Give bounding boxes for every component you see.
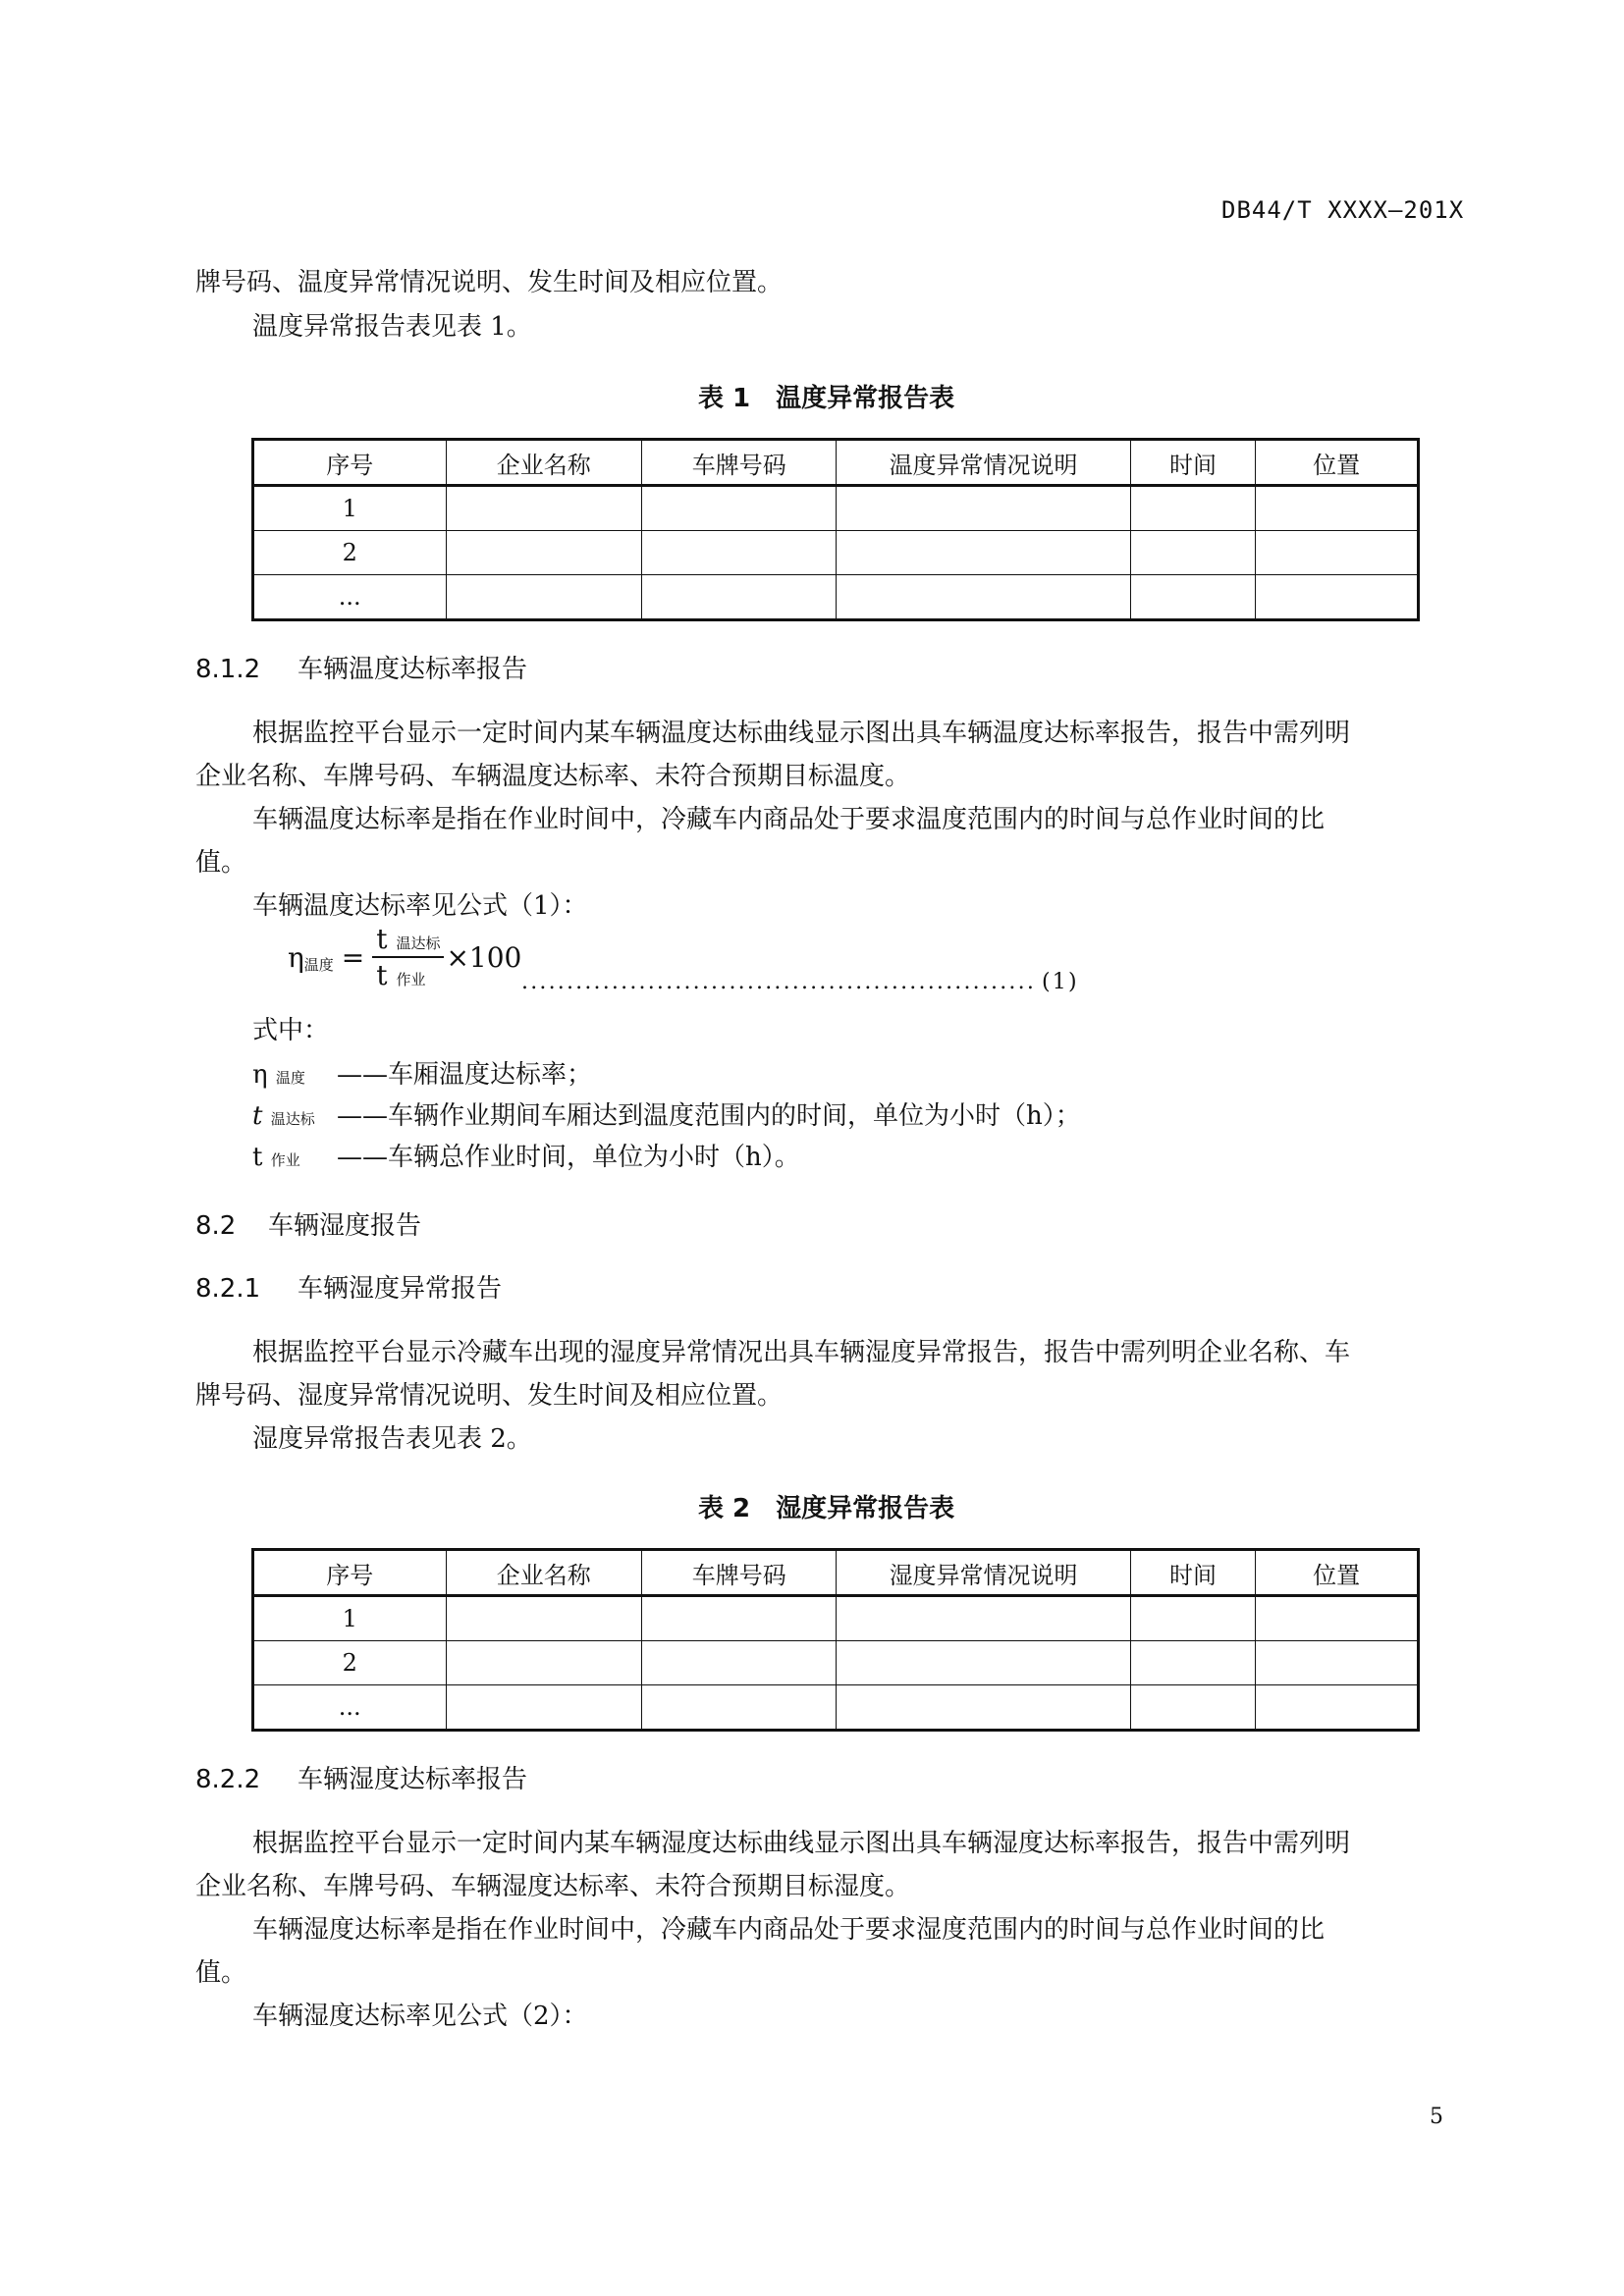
column-header: 企业名称 [446, 1550, 641, 1596]
table-row [253, 486, 1419, 531]
document-code: DB44/T XXXX—201X [1221, 196, 1465, 224]
section-number: 8.2 [195, 1211, 237, 1241]
paragraph-line: 企业名称、车牌号码、车辆温度达标率、未符合预期目标温度。 [195, 762, 911, 791]
paragraph-line: 根据监控平台显示一定时间内某车辆温度达标曲线显示图出具车辆温度达标率报告，报告中需列明 [252, 719, 1351, 748]
table-row [253, 1685, 1419, 1731]
definition-line [252, 1096, 1081, 1139]
definition-subscript: 作业 [270, 1151, 300, 1169]
fraction-numerator [372, 923, 444, 955]
row-index-cell: ... [253, 575, 447, 620]
definition-line [252, 1138, 800, 1180]
paragraph-line: 温度异常报告表见表 1。 [252, 312, 532, 342]
section-number: 8.2.2 [195, 1765, 261, 1794]
column-header: 温度异常情况说明 [837, 440, 1130, 486]
column-header: 位置 [1256, 1550, 1419, 1596]
eta-symbol: η [288, 940, 304, 974]
paragraph-line: 车辆温度达标率见公式（1）： [252, 891, 588, 921]
definition-text: ——车厢温度达标率； [337, 1060, 593, 1090]
column-header: 时间 [1130, 1550, 1256, 1596]
column-header: 位置 [1256, 440, 1419, 486]
section-title: 车辆湿度异常报告 [298, 1274, 503, 1304]
column-header: 序号 [253, 1550, 447, 1596]
column-header: 时间 [1130, 440, 1256, 486]
row-index-cell: ... [253, 1685, 447, 1731]
column-header: 企业名称 [446, 440, 641, 486]
equals-sign: = [341, 940, 365, 974]
definition-subscript: 温达标 [270, 1110, 315, 1128]
section-title: 车辆湿度报告 [268, 1211, 422, 1241]
temperature-report-table [251, 438, 1420, 621]
table-caption: 表 1 温度异常报告表 [698, 384, 955, 413]
table-caption: 表 2 湿度异常报告表 [698, 1494, 955, 1523]
fraction-denominator [372, 959, 429, 991]
paragraph-line: 车辆温度达标率是指在作业时间中，冷藏车内商品处于要求温度范围内的时间与总作业时间的比 [252, 805, 1326, 834]
paragraph-line: 车辆湿度达标率见公式（2）： [252, 2002, 588, 2031]
table-row [253, 1641, 1419, 1685]
table-header-row [253, 440, 1419, 486]
definition-symbol: t [252, 1143, 263, 1172]
definition-symbol: η [252, 1060, 268, 1090]
definition-text: ——车辆作业期间车厢达到温度范围内的时间，单位为小时（h）； [337, 1101, 1081, 1131]
page-number: 5 [1430, 2105, 1443, 2129]
section-title: 车辆温度达标率报告 [298, 655, 528, 684]
section-heading-8-2 [195, 1205, 421, 1242]
denominator-subscript: 作业 [396, 971, 426, 988]
paragraph-line: 湿度异常报告表见表 2。 [252, 1424, 532, 1454]
paragraph-line: 牌号码、温度异常情况说明、发生时间及相应位置。 [195, 268, 784, 297]
section-heading-8-1-2 [195, 649, 527, 685]
paragraph-line: 值。 [195, 1958, 247, 1988]
table-row [253, 531, 1419, 575]
section-number: 8.1.2 [195, 655, 261, 684]
definition-subscript: 温度 [275, 1069, 305, 1087]
row-index-cell: 2 [253, 1641, 447, 1685]
paragraph-line: 企业名称、车牌号码、车辆湿度达标率、未符合预期目标湿度。 [195, 1872, 911, 1901]
time-symbol: t [376, 959, 388, 991]
humidity-report-table [251, 1548, 1420, 1732]
table-row [253, 575, 1419, 620]
paragraph-line: 根据监控平台显示一定时间内某车辆湿度达标曲线显示图出具车辆湿度达标率报告，报告中需列明 [252, 1829, 1351, 1858]
section-heading-8-2-1 [195, 1268, 502, 1305]
eta-subscript: 温度 [303, 955, 334, 974]
paragraph-line: 根据监控平台显示冷藏车出现的湿度异常情况出具车辆湿度异常报告，报告中需列明企业名称、车 [252, 1338, 1351, 1367]
paragraph-line: 值。 [195, 848, 247, 878]
section-heading-8-2-2 [195, 1759, 527, 1795]
multiplier: ×100 [446, 940, 522, 974]
fraction-bar [372, 956, 444, 958]
column-header: 车牌号码 [641, 440, 836, 486]
paragraph-line: 牌号码、湿度异常情况说明、发生时间及相应位置。 [195, 1381, 784, 1411]
row-index-cell: 1 [253, 486, 447, 531]
numerator-subscript: 温达标 [396, 934, 441, 952]
leader-dots: ......................................................... [521, 970, 1037, 994]
fraction [372, 923, 444, 991]
row-index-cell: 1 [253, 1596, 447, 1641]
where-label: 式中： [252, 1016, 330, 1045]
section-number: 8.2.1 [195, 1274, 261, 1304]
definition-line [252, 1055, 592, 1097]
row-index-cell: 2 [253, 531, 447, 575]
definition-symbol: t [252, 1101, 263, 1131]
table-header-row [253, 1550, 1419, 1596]
definition-text: ——车辆总作业时间，单位为小时（h）。 [337, 1143, 800, 1172]
table-row [253, 1596, 1419, 1641]
formula-leader-dots [521, 970, 1079, 994]
equation-number: (1) [1042, 970, 1079, 994]
column-header: 序号 [253, 440, 447, 486]
formula-1 [288, 923, 521, 991]
time-symbol: t [376, 923, 388, 955]
section-title: 车辆湿度达标率报告 [298, 1765, 528, 1794]
column-header: 湿度异常情况说明 [837, 1550, 1130, 1596]
column-header: 车牌号码 [641, 1550, 836, 1596]
paragraph-line: 车辆湿度达标率是指在作业时间中，冷藏车内商品处于要求湿度范围内的时间与总作业时间的比 [252, 1915, 1326, 1945]
